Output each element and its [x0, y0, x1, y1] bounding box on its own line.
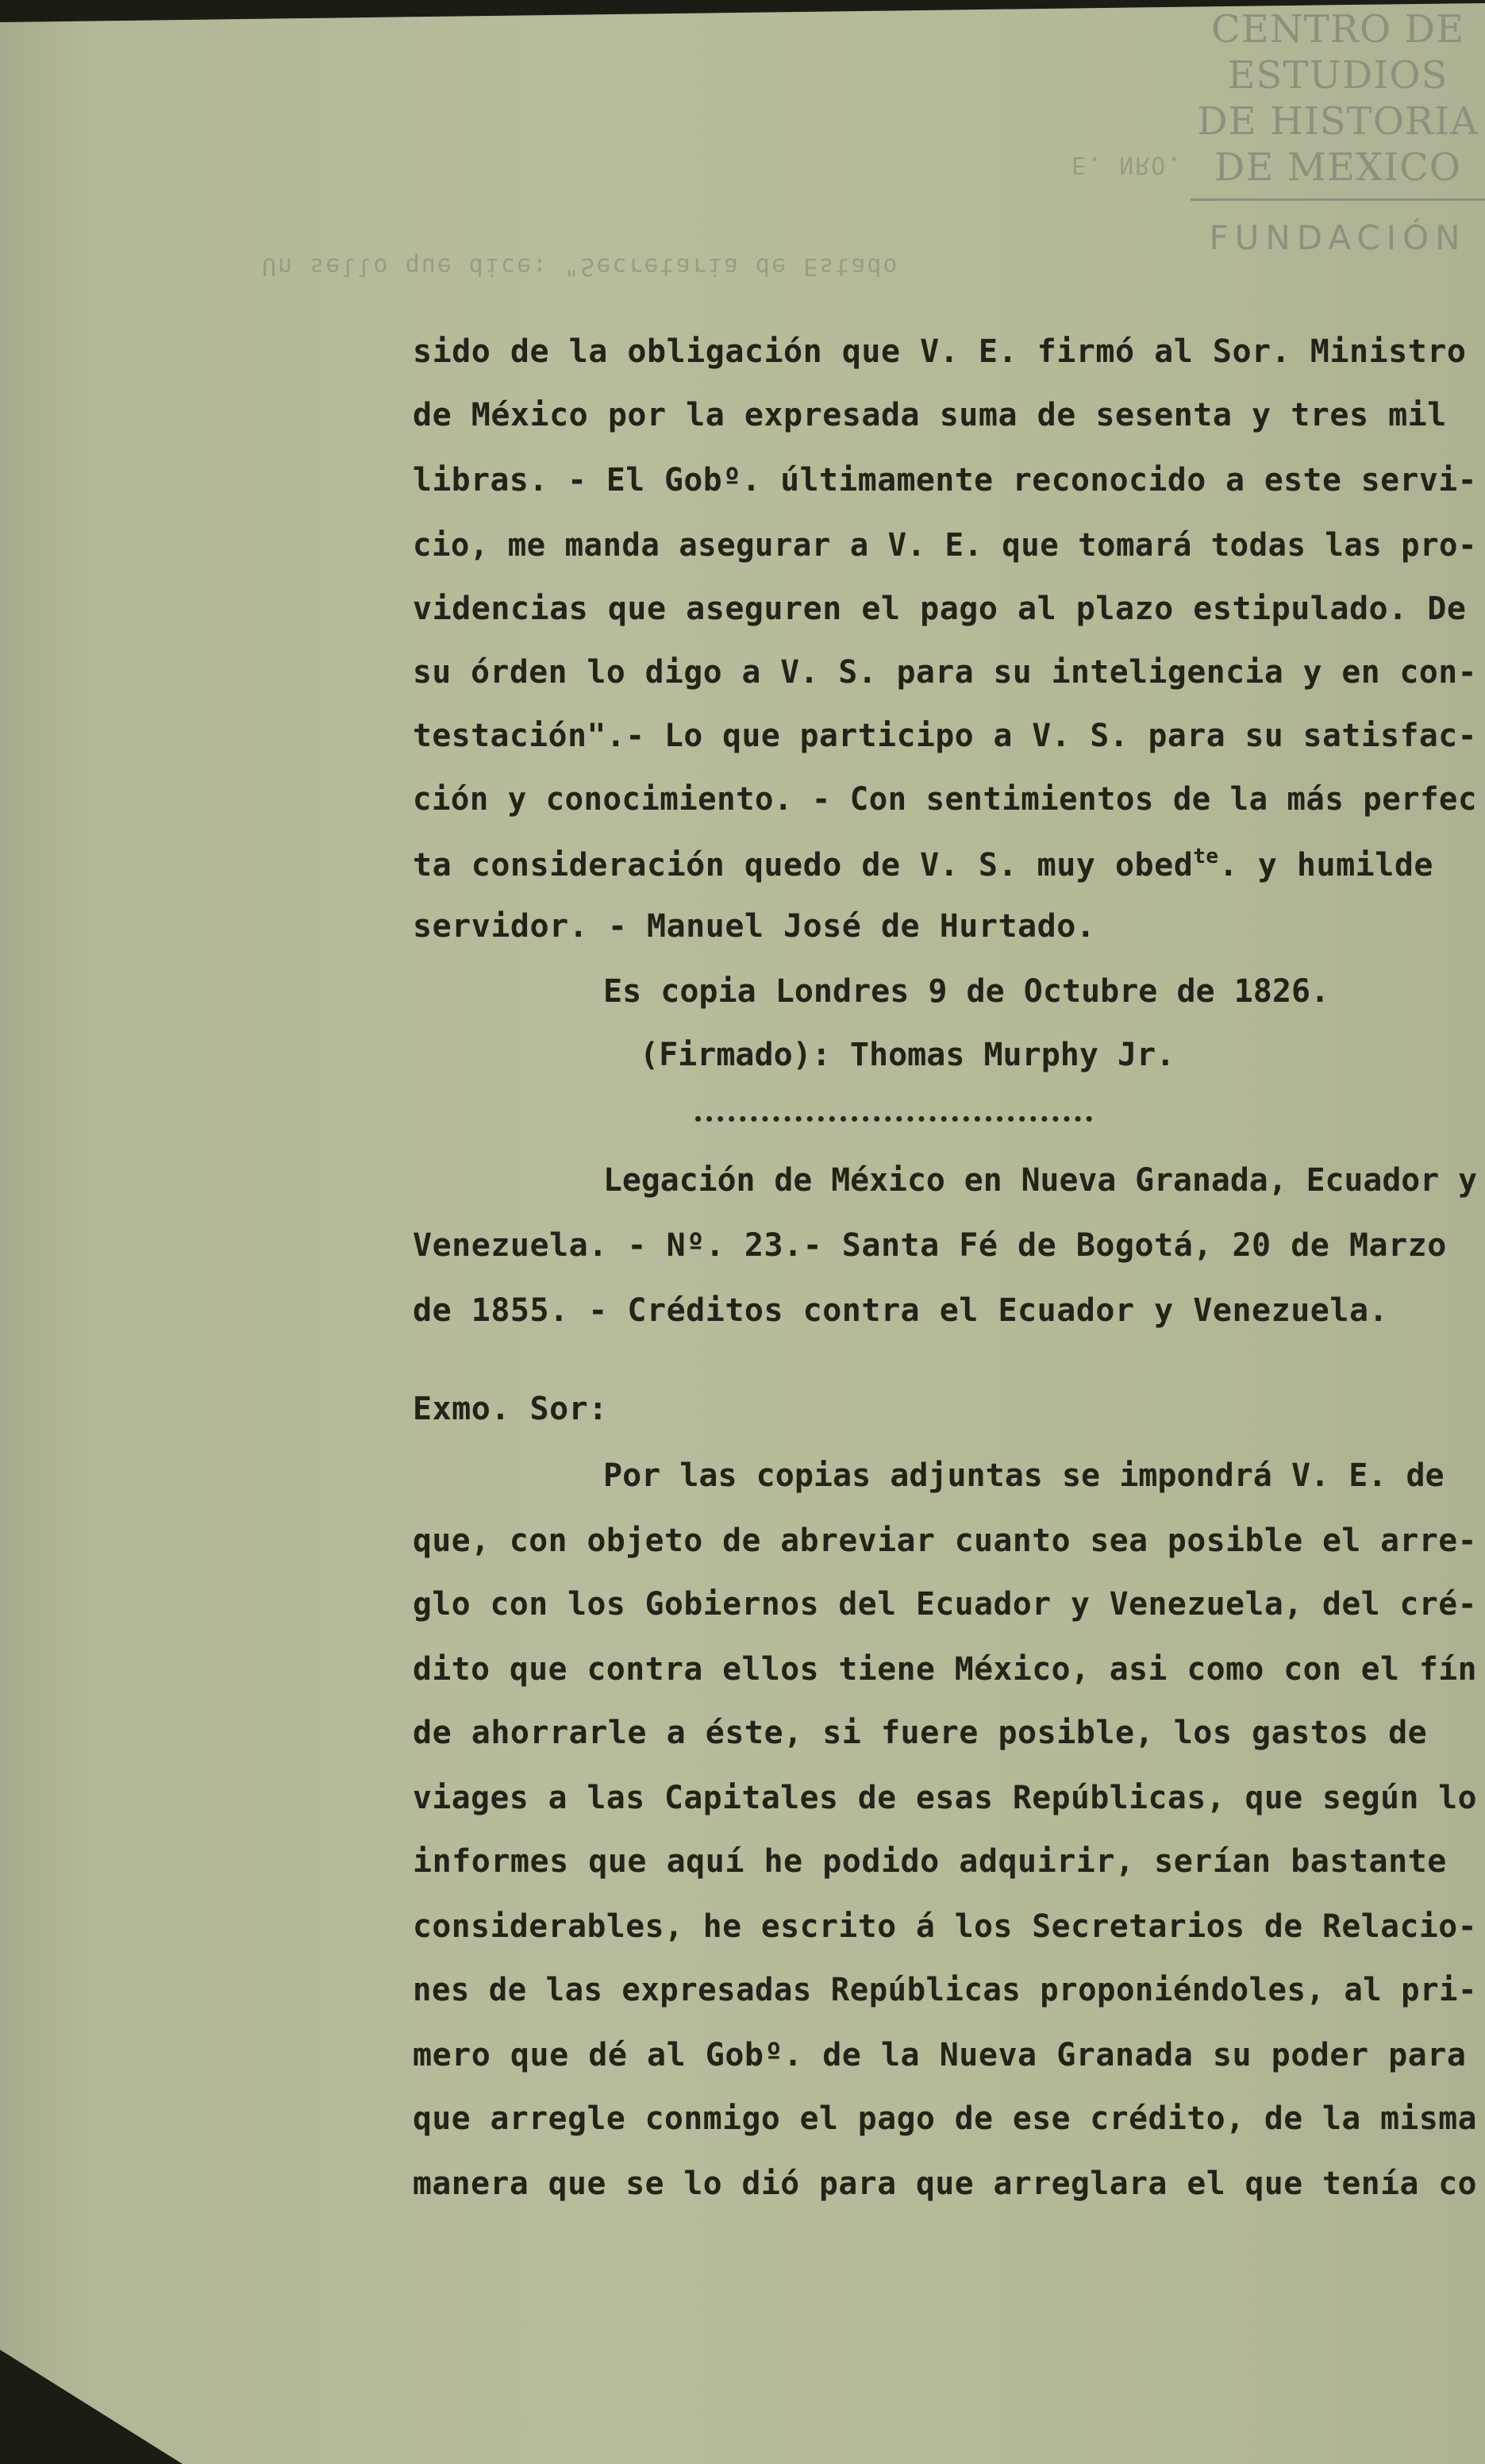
body-line: manera que se lo dió para que arreglara el que tenía co	[413, 2166, 1478, 2202]
salutation: Exmo. Sor:	[413, 1391, 608, 1427]
body-line: que arregle conmigo el pago de ese crédito, de la misma	[413, 2100, 1478, 2137]
text-line: su órden lo digo a V. S. para su inteligencia y en con-	[413, 654, 1478, 691]
bleed-through-text: Un sello que dice: "Secretaria de Estado	[262, 252, 899, 280]
text-line: de México por la expresada suma de sesenta y tres mil	[413, 397, 1447, 433]
text-line: servidor. - Manuel José de Hurtado.	[413, 908, 1096, 945]
stamp-line: DE HISTORIA	[1197, 99, 1479, 144]
text-segment: . y humilde	[1218, 847, 1433, 884]
text-segment: ta consideración quedo de V. S. muy obed	[413, 847, 1194, 884]
body-line: nes de las expresadas Repúblicas proponiéndoles, al pri-	[413, 1972, 1477, 2008]
bleed-through-text: E. NRO.	[1071, 151, 1183, 179]
body-line: dito que contra ellos tiene México, asi como con el fín	[413, 1651, 1478, 1688]
copy-line: Es copia Londres 9 de Octubre de 1826.	[603, 973, 1330, 1010]
text-line: libras. - El Gobº. últimamente reconocido a este servi-	[413, 462, 1478, 499]
separator-line	[695, 1116, 1092, 1122]
stamp-line: ESTUDIOS	[1227, 53, 1448, 98]
body-line: mero que dé al Gobº. de la Nueva Granada su poder para	[413, 2037, 1467, 2073]
text-line: cio, me manda asegurar a V. E. que tomará todas las pro-	[413, 527, 1477, 564]
text-line: sido de la obligación que V. E. firmó al Sor. Ministro	[413, 333, 1467, 370]
body-line: viages a las Capitales de esas Repúblicas, que según lo	[413, 1780, 1478, 1816]
letter-heading: Legación de México en Nueva Granada, Ecuador y	[603, 1162, 1478, 1199]
body-line: que, con objeto de abreviar cuanto sea posible el arre-	[413, 1523, 1478, 1559]
text-line: ción y conocimiento. - Con sentimientos de la más perfec	[413, 781, 1477, 818]
text-line: testación".- Lo que participo a V. S. para su satisfac-	[413, 718, 1478, 754]
body-line: considerables, he escrito á los Secretarios de Relacio-	[413, 1908, 1478, 1945]
stamp-line: CENTRO DE	[1210, 7, 1465, 52]
stamp-rule	[1191, 198, 1485, 201]
signed-line: (Firmado): Thomas Murphy Jr.	[640, 1037, 1175, 1073]
stamp-line: FUNDACIÓN	[1209, 218, 1467, 257]
body-line: informes que aquí he podido adquirir, serían bastante	[413, 1843, 1447, 1880]
stamp-line: DE MEXICO	[1214, 145, 1462, 190]
body-line: glo con los Gobiernos del Ecuador y Venezuela, del cré-	[413, 1586, 1478, 1623]
letter-heading: de 1855. - Créditos contra el Ecuador y Venezuela.	[413, 1292, 1389, 1329]
superscript: te	[1193, 845, 1219, 868]
archive-stamp	[1191, 6, 1485, 268]
text-line	[413, 845, 1433, 884]
body-line: Por las copias adjuntas se impondrá V. E. de	[603, 1457, 1445, 1494]
letter-heading: Venezuela. - Nº. 23.- Santa Fé de Bogotá, 20 de Marzo	[413, 1227, 1447, 1264]
body-line: de ahorrarle a éste, si fuere posible, los gastos de	[413, 1715, 1428, 1751]
text-line: videncias que aseguren el pago al plazo estipulado. De	[413, 591, 1467, 627]
